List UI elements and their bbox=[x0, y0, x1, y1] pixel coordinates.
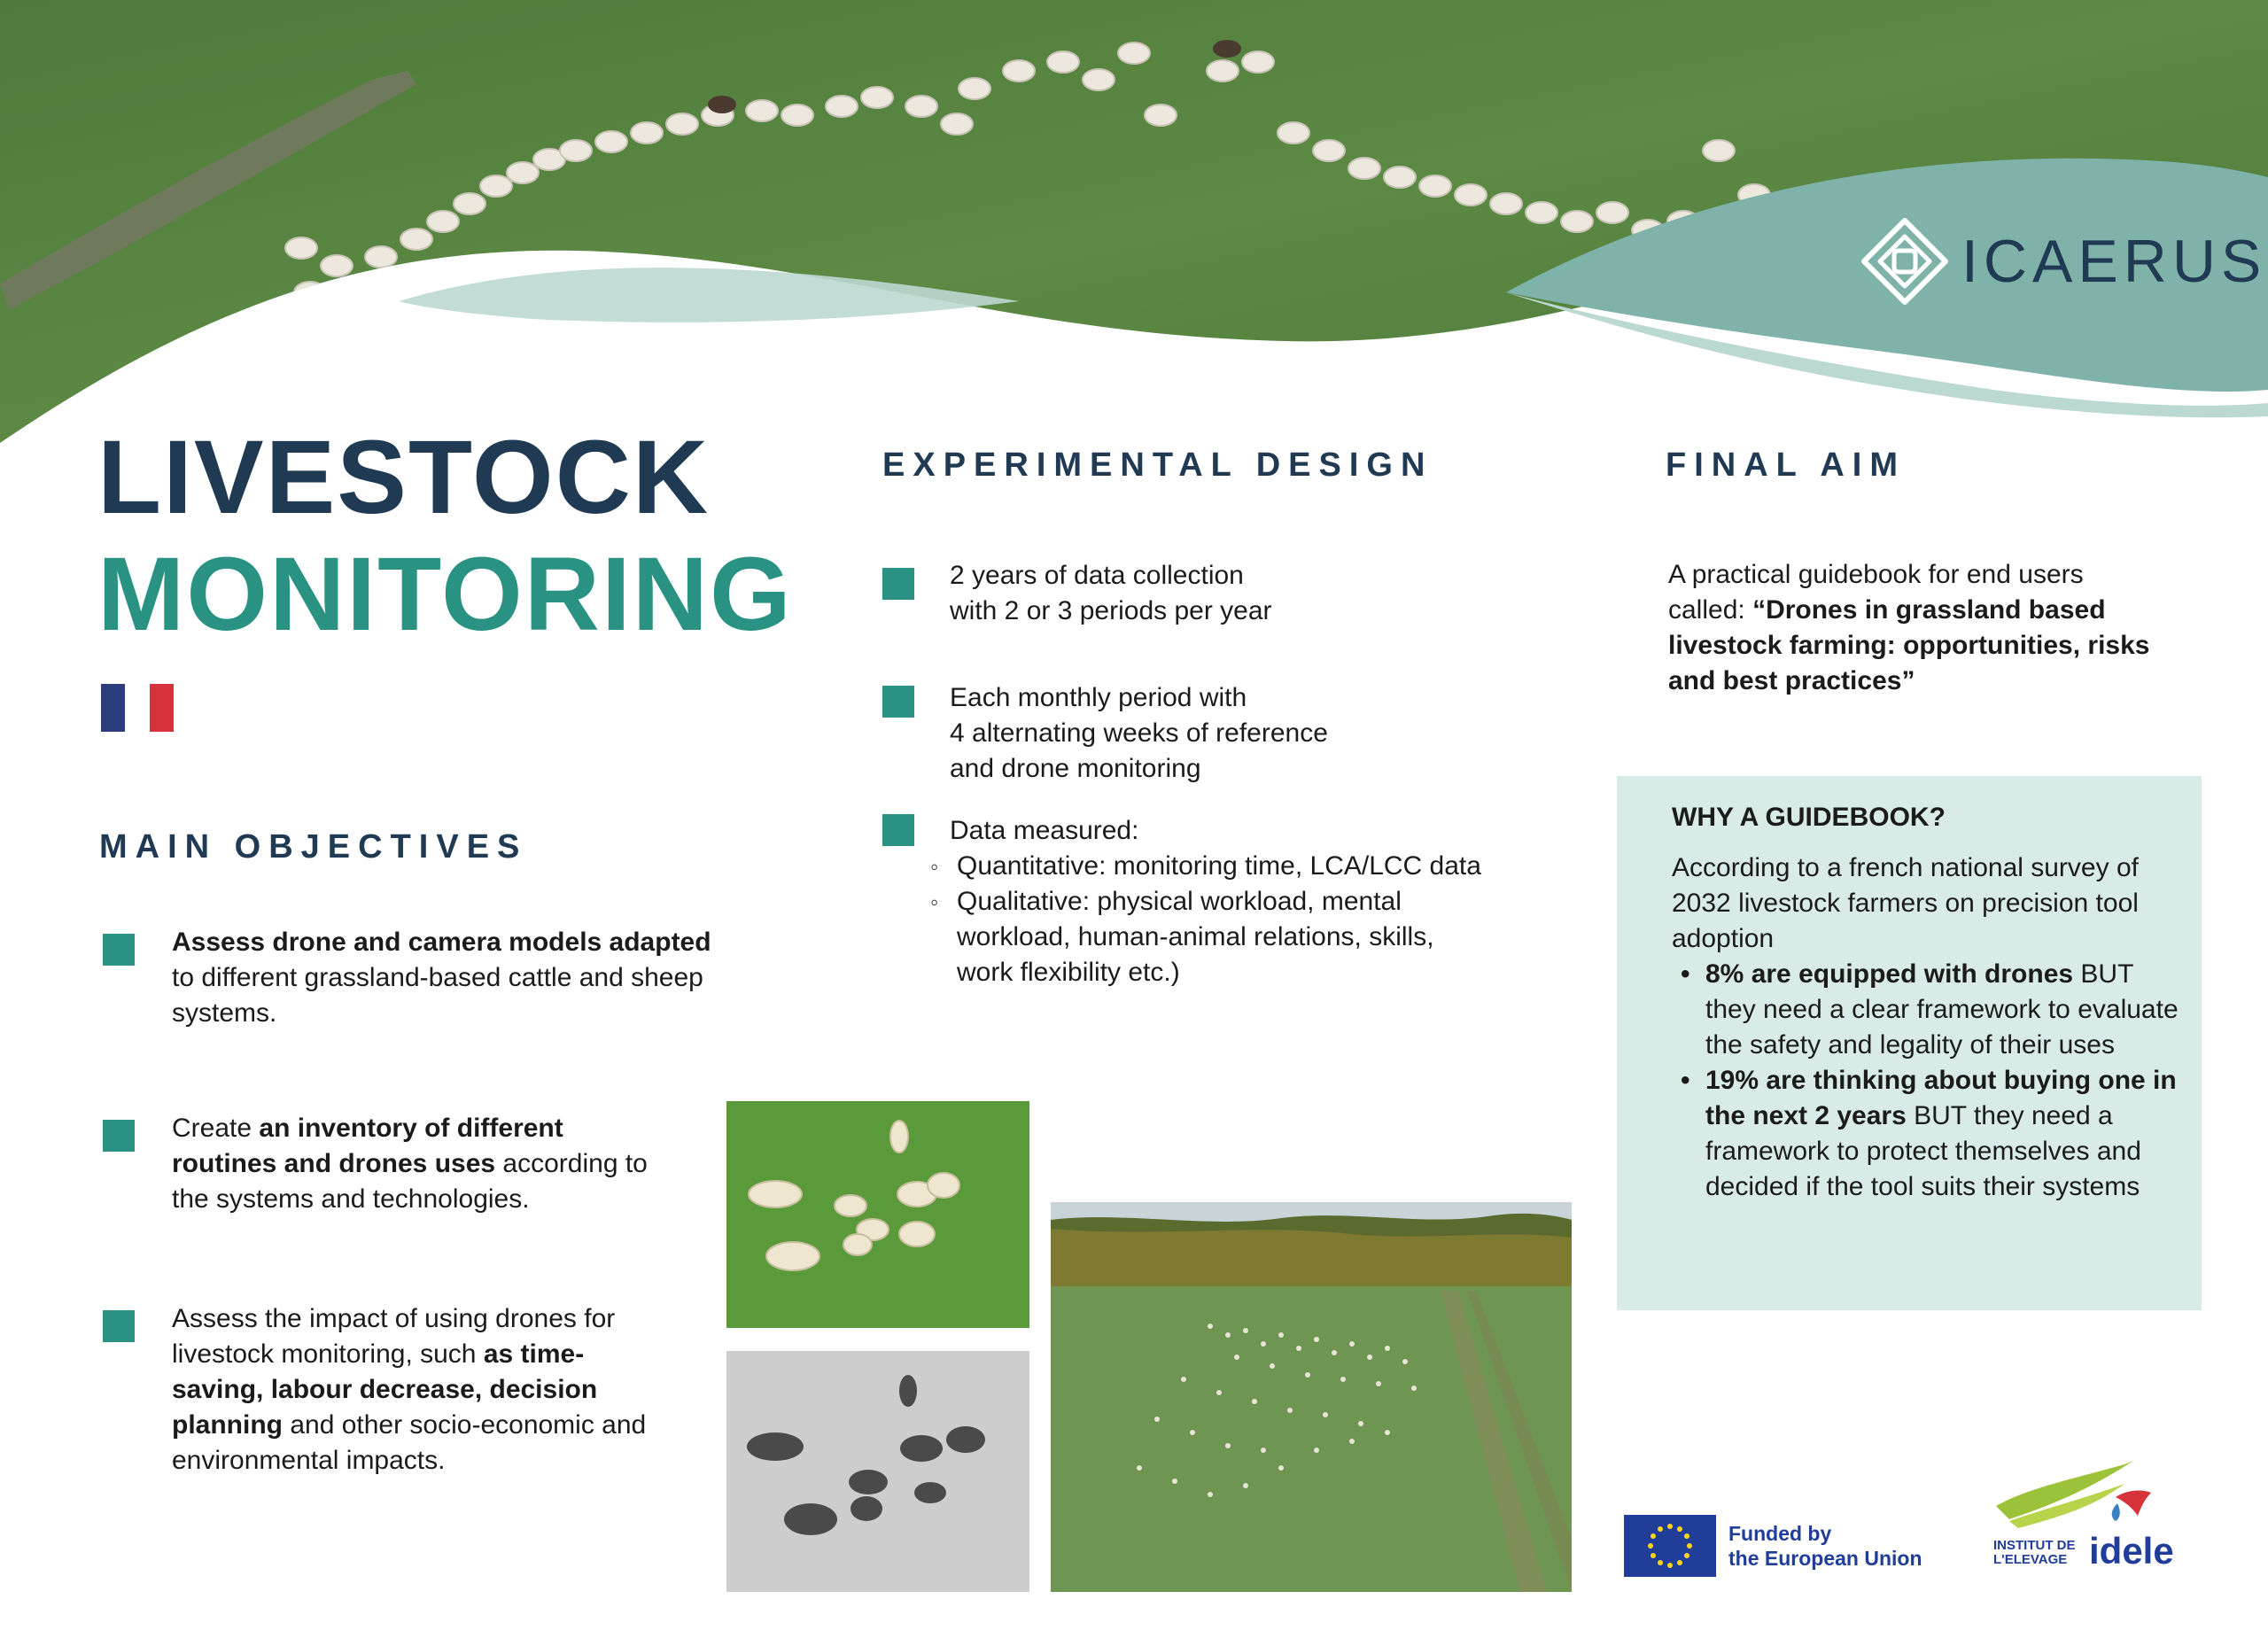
why-guidebook-title: WHY A GUIDEBOOK? bbox=[1672, 803, 1946, 832]
icaerus-logo bbox=[1860, 217, 2266, 306]
objective-bullet-icon bbox=[103, 934, 135, 966]
design-bullet-icon bbox=[882, 686, 914, 718]
objective-bullet-icon bbox=[103, 1120, 135, 1152]
design-bullet-icon bbox=[882, 814, 914, 846]
design-item-2: Each monthly period with 4 alternating weeks of reference and drone monitoring bbox=[950, 683, 1328, 783]
why-point-1: • 8% are equipped with drones BUT they need a clear framework to evaluate the safety and legality of their uses bbox=[1672, 957, 2186, 1063]
design-bullet-icon bbox=[882, 568, 914, 600]
objective-1: Assess drone and camera models adapted to different grassland-based cattle and sheep systems. bbox=[172, 928, 711, 1028]
why-guidebook-body bbox=[1672, 850, 2186, 1205]
icaerus-emblem-icon bbox=[1860, 217, 1949, 306]
objective-2: Create an inventory of different routines and drones uses according to the systems and technologies. bbox=[172, 1114, 648, 1214]
why-intro: According to a french national survey of 2032 livestock farmers on precision tool adoption bbox=[1672, 853, 2139, 953]
page-title-line2: MONITORING bbox=[97, 536, 793, 653]
design-item-3: Data measured: ◦ Quantitative: monitoring time, LCA/LCC data ◦ Qualitative: physical workload, mental workload, human-animal relations, skills, work flexibility etc.) bbox=[950, 813, 1481, 990]
design-sub-quantitative: ◦ Quantitative: monitoring time, LCA/LCC data bbox=[921, 849, 1481, 884]
photo-thermal-cattle bbox=[726, 1351, 1029, 1592]
eu-funding-logo bbox=[1624, 1515, 1922, 1577]
why-point-2: • 19% are thinking about buying one in the next 2 years BUT they need a framework to protect themselves and decided if the tool suits their systems bbox=[1672, 1063, 2186, 1205]
final-aim-text: A practical guidebook for end users called: “Drones in grassland based livestock farming: opportunities, risks and best practices” bbox=[1668, 560, 2150, 695]
objective-3: Assess the impact of using drones for livestock monitoring, such as time-saving, labour decrease, decision planning and other socio-economic and environmental impacts. bbox=[172, 1304, 647, 1475]
design-sub-qualitative: ◦ Qualitative: physical workload, mental workload, human-animal relations, skills, work flexibility etc.) bbox=[921, 884, 1481, 990]
photo-cattle-aerial bbox=[726, 1101, 1029, 1328]
why-guidebook-panel bbox=[1617, 776, 2202, 1310]
eu-flag-icon bbox=[1624, 1515, 1716, 1577]
brand-name: ICAERUS bbox=[1961, 228, 2267, 295]
experimental-design-heading: EXPERIMENTAL DESIGN bbox=[882, 446, 1433, 484]
eu-funding-text: Funded by the European Union bbox=[1728, 1522, 1922, 1570]
idele-institut-label: INSTITUT DE L'ELEVAGE bbox=[1993, 1538, 2076, 1567]
objective-bullet-icon bbox=[103, 1310, 135, 1342]
page-title-line1: LIVESTOCK bbox=[97, 419, 711, 536]
design-item-1: 2 years of data collection with 2 or 3 periods per year bbox=[950, 561, 1272, 625]
main-objectives-heading: MAIN OBJECTIVES bbox=[99, 828, 528, 866]
photo-sheep-field bbox=[1051, 1202, 1572, 1592]
idele-logo bbox=[1992, 1457, 2174, 1572]
idele-name: idele bbox=[2089, 1530, 2174, 1572]
final-aim-heading: FINAL AIM bbox=[1666, 446, 1906, 484]
french-flag-icon bbox=[101, 684, 174, 732]
